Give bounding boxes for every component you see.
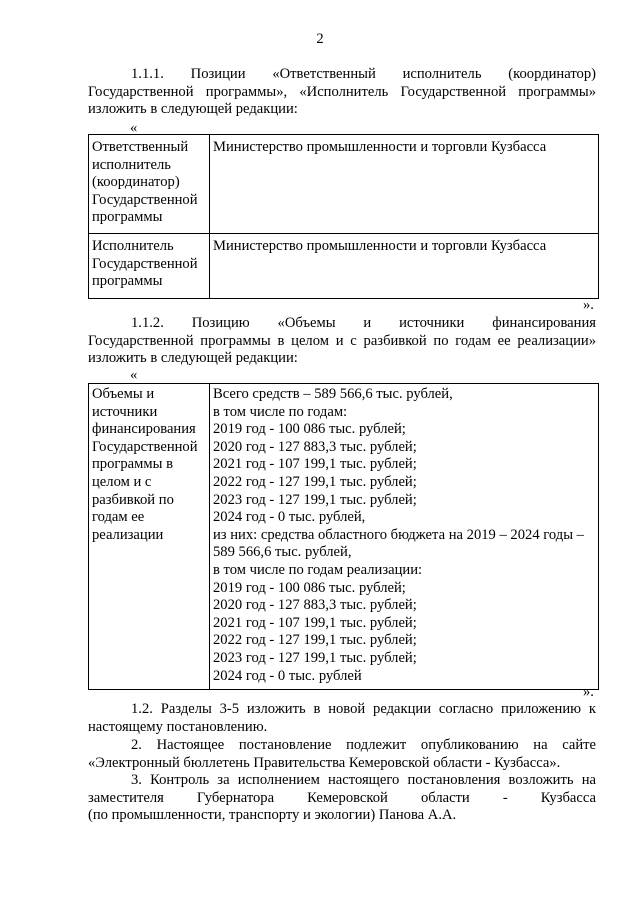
financing-table [88,383,599,690]
text-line: настоящему постановлению. [88,718,268,735]
cell-text: Министерство промышленности и торговли Кузбасса [213,238,547,254]
cell-text: программы [92,273,163,290]
text-line: Государственной программы в целом и с разбивкой по годам ее реализации» [88,332,596,349]
table-row [89,384,599,690]
cell-text: источники [92,403,158,420]
close-quote: ». [583,297,594,313]
table-cell-value [210,135,599,234]
cell-text: Исполнитель [92,238,174,254]
cell-text: 2024 год - 0 тыс. рублей, [213,509,366,526]
cell-text: годам ее [92,509,145,526]
cell-text: программы [92,209,163,226]
cell-text: Всего средств – 589 566,6 тыс. рублей, [213,386,453,402]
text-line: 1.1.2. Позицию «Объемы и источники финансирования [131,315,596,331]
cell-text: 589 566,6 тыс. рублей, [213,544,352,561]
cell-text: 2023 год - 127 199,1 тыс. рублей; [213,491,417,508]
cell-text: программы в [92,456,173,473]
cell-text: 2021 год - 107 199,1 тыс. рублей; [213,614,417,631]
cell-text: исполнитель [92,156,171,173]
cell-text: разбивкой по [92,491,174,508]
cell-text: 2022 год - 127 199,1 тыс. рублей; [213,632,417,649]
cell-text: Государственной [92,191,198,208]
cell-text: в том числе по годам: [213,403,348,420]
paragraph-3 [88,772,596,825]
cell-text: 2024 год - 0 тыс. рублей [213,667,362,684]
close-quote: ». [583,684,594,700]
paragraph-1-1-2 [88,315,596,368]
paragraph-1-2 [88,701,596,736]
cell-text: Государственной [92,438,198,455]
cell-text: из них: средства областного бюджета на 2019 – 2024 годы – [213,526,584,543]
text-line: изложить в следующей редакции: [88,350,298,367]
table-row [89,234,599,299]
text-line: 1.1.1. Позиции «Ответственный исполнитель (координатор) [131,66,596,82]
text-line: 1.2. Разделы 3-5 изложить в новой редакции согласно приложению к [131,701,596,717]
cell-text: финансирования [92,421,196,438]
cell-text: реализации [92,526,164,543]
table-cell-label [89,135,210,234]
cell-text: Ответственный [92,139,189,155]
cell-text: 2019 год - 100 086 тыс. рублей; [213,579,406,596]
table-cell-label [89,234,210,299]
page-number: 2 [316,31,324,47]
cell-text: (координатор) [92,174,180,191]
cell-text: 2020 год - 127 883,3 тыс. рублей; [213,438,417,455]
cell-text: Министерство промышленности и торговли Кузбасса [213,139,547,155]
text-line: изложить в следующей редакции: [88,101,298,118]
cell-text: 2023 год - 127 199,1 тыс. рублей; [213,649,417,666]
table-row [89,135,599,234]
text-line: «Электронный бюллетень Правительства Кемеровской области - Кузбасса». [88,754,561,771]
table-cell-value [210,384,599,690]
table-cell-value [210,234,599,299]
text-line: 2. Настоящее постановление подлежит опубликованию на сайте [131,737,596,753]
text-line: заместителя Губернатора Кемеровской области - Кузбасса [88,789,596,806]
cell-text: Объемы и [92,386,155,402]
paragraph-1-1-1 [88,66,596,119]
table-cell-label [89,384,210,690]
cell-text: целом и с [92,473,152,490]
open-quote: « [130,367,138,383]
paragraph-2 [88,737,596,772]
responsible-executor-table [88,134,599,299]
open-quote: « [130,120,138,136]
text-line: 3. Контроль за исполнением настоящего постановления возложить на [131,772,596,788]
cell-text: Государственной [92,255,198,272]
cell-text: 2020 год - 127 883,3 тыс. рублей; [213,597,417,614]
text-line: Государственной программы», «Исполнитель Государственной программы» [88,83,596,100]
text-line: (по промышленности, транспорту и экологии) Панова А.А. [88,807,457,824]
cell-text: 2019 год - 100 086 тыс. рублей; [213,421,406,438]
cell-text: 2021 год - 107 199,1 тыс. рублей; [213,456,417,473]
cell-text: в том числе по годам реализации: [213,561,423,578]
cell-text: 2022 год - 127 199,1 тыс. рублей; [213,473,417,490]
